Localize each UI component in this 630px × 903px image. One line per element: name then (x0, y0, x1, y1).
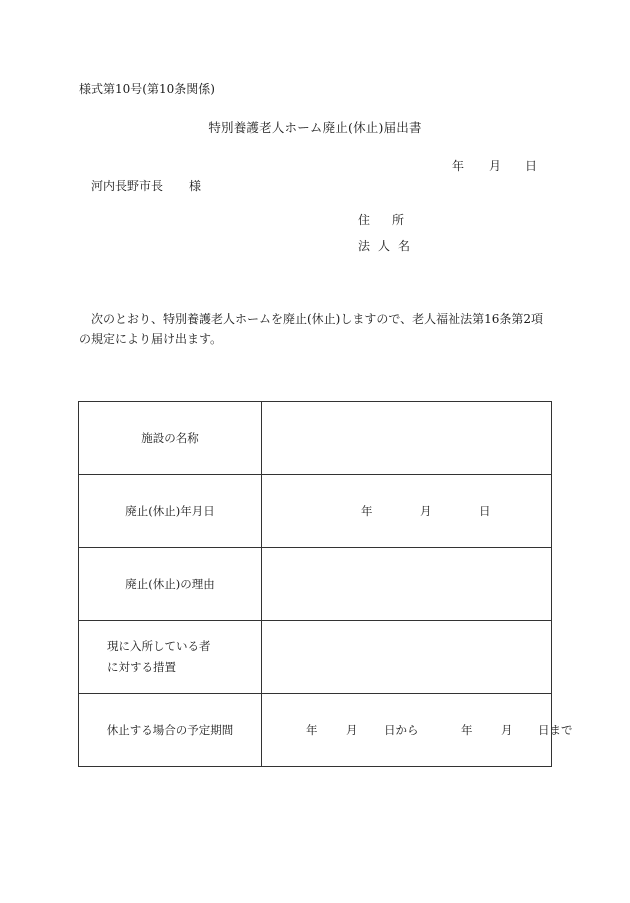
addressee-name: 河内長野市長 (91, 179, 164, 193)
suspension-period-field[interactable] (262, 694, 573, 767)
closure-month-unit: 月 (420, 504, 432, 518)
closure-year-unit: 年 (361, 504, 373, 518)
table-row (79, 621, 552, 694)
table-row (79, 694, 552, 767)
closure-date-field[interactable] (262, 475, 552, 548)
suspension-period-label: 休止する場合の予定期間 (79, 694, 262, 767)
notification-statement: 次のとおり、特別養護老人ホームを廃止(休止)しますので、老人福祉法第16条第2項の規定により届け出ます。 (79, 312, 544, 346)
table-row (79, 402, 552, 475)
facility-name-label: 施設の名称 (79, 402, 262, 475)
closure-reason-label: 廃止(休止)の理由 (79, 548, 262, 621)
sender-address-label: 住所 (358, 213, 427, 227)
date-day: 日 (525, 159, 538, 173)
table-row (79, 548, 552, 621)
period-end-day-unit: 日まで (538, 723, 573, 737)
date-month: 月 (489, 159, 502, 173)
period-end-month-unit: 月 (501, 723, 513, 737)
period-start-month-unit: 月 (346, 723, 358, 737)
form-number: 様式第10号(第10条関係) (79, 82, 215, 96)
closure-reason-field[interactable] (262, 548, 552, 621)
period-start-year-unit: 年 (306, 723, 318, 737)
period-end-year-unit: 年 (461, 723, 473, 737)
form-table (78, 401, 573, 767)
facility-name-field[interactable] (262, 402, 552, 475)
table-row (79, 475, 552, 548)
resident-measures-field[interactable] (262, 621, 552, 694)
closure-day-unit: 日 (479, 504, 491, 518)
addressee-honorific: 様 (189, 179, 202, 193)
date-year: 年 (452, 159, 465, 173)
resident-measures-label-line2: に対する措置 (107, 660, 176, 674)
resident-measures-label (79, 621, 262, 694)
closure-date-label: 廃止(休止)年月日 (79, 475, 262, 548)
period-start-day-unit: 日から (384, 723, 419, 737)
resident-measures-label-line1: 現に入所している者 (107, 639, 211, 653)
addressee (91, 177, 201, 194)
sender-corp-name-label: 法人名 (358, 239, 419, 253)
document-title: 特別養護老人ホーム廃止(休止)届出書 (208, 120, 422, 135)
